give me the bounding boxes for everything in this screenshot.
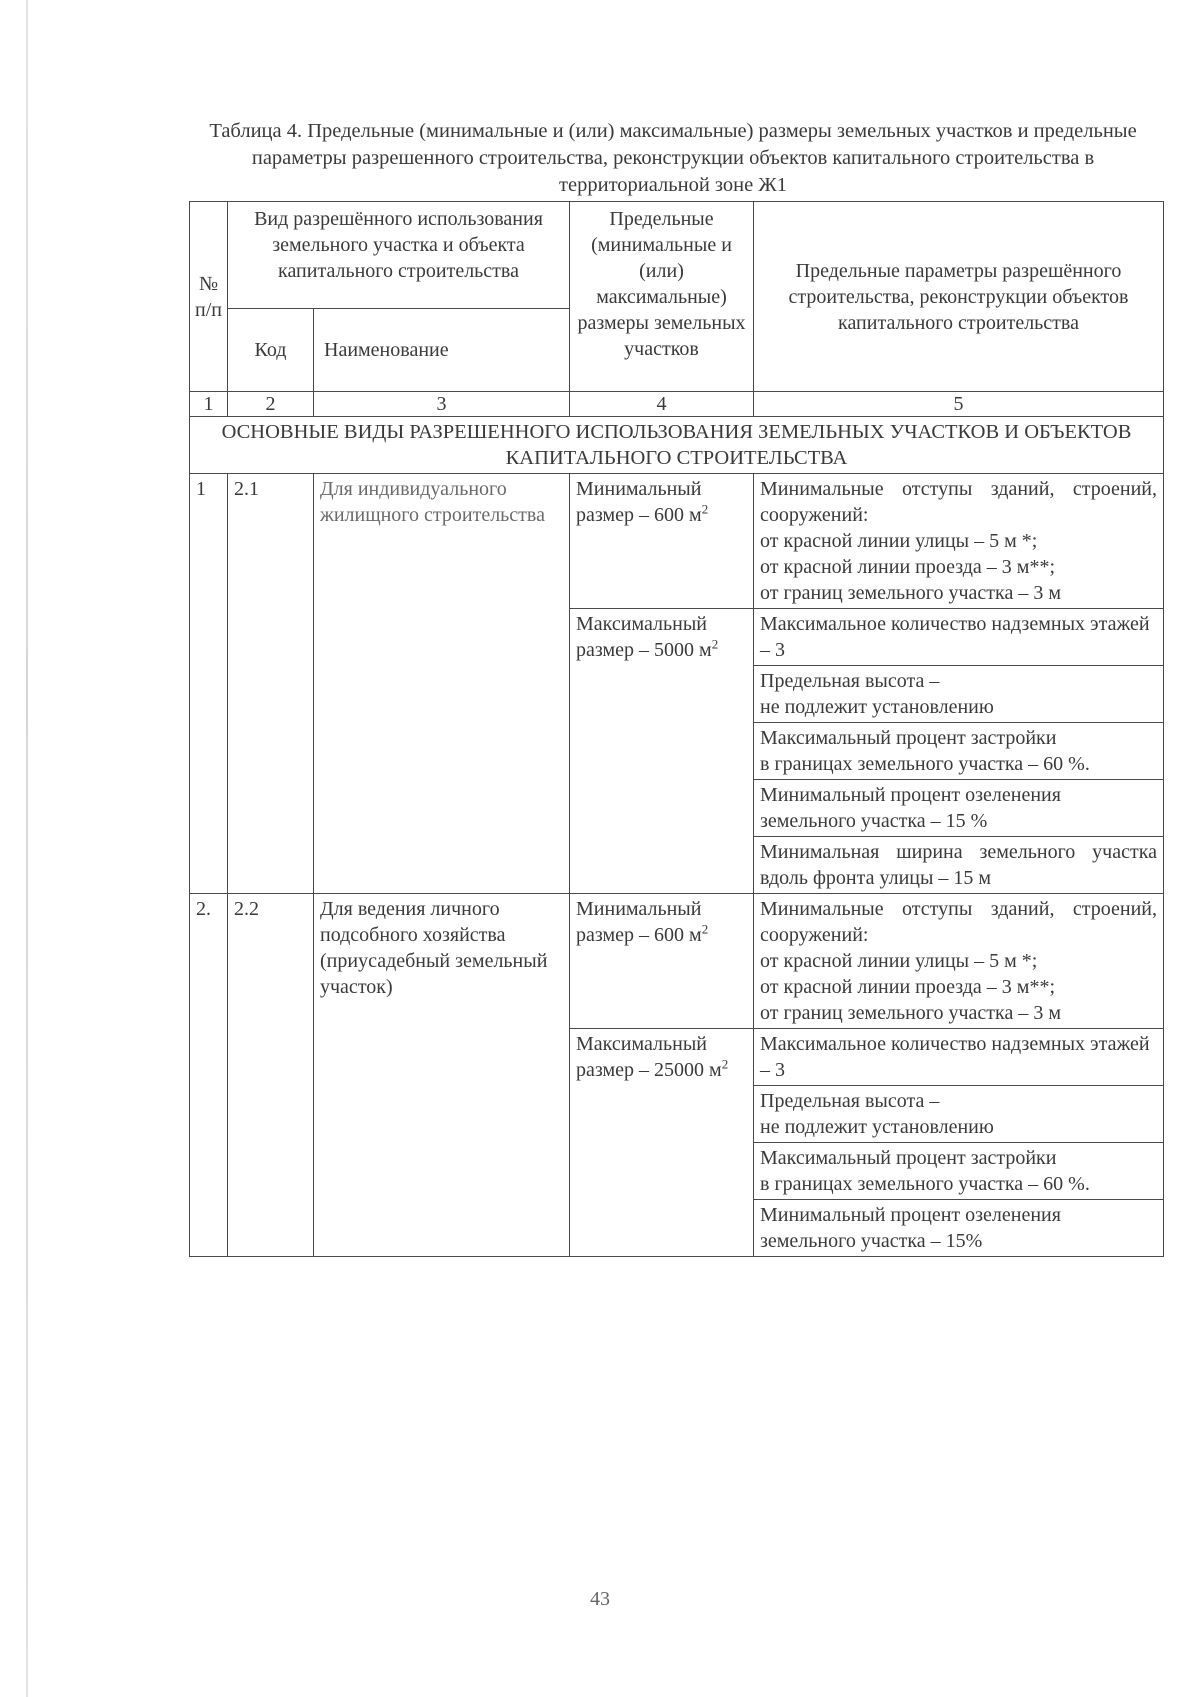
table-caption: Таблица 4. Предельные (минимальные и (или) максимальные) размеры земельных участков и предельные параметры разрешенного строительства, реконструкции объектов капитального строительства в территориальной зоне Ж1 xyxy=(209,120,1137,196)
table-header-row xyxy=(190,202,1164,309)
header-num: № п/п xyxy=(190,202,228,392)
row-param: Минимальный процент озеленения земельного участка – 15% xyxy=(754,1200,1164,1257)
header-razmery: Предельные (минимальные и (или) максимальные) размеры земельных участков xyxy=(570,202,754,392)
row-min-size: Минимальный размер – 600 $м^2$ xyxy=(570,474,754,609)
row-name: Для ведения личного подсобного хозяйства (приусадебный земельный участок) xyxy=(314,894,570,1257)
section-row xyxy=(190,417,1164,474)
column-number: 5 xyxy=(754,392,1164,417)
row-kod: 2.1 xyxy=(228,474,314,894)
table-row xyxy=(190,894,1164,1029)
zone-parameters-table xyxy=(189,201,1164,1257)
column-numbers-row xyxy=(190,392,1164,417)
table-row xyxy=(190,474,1164,609)
scan-edge xyxy=(26,0,28,1697)
row-param: Максимальное количество надземных этажей – 3 xyxy=(754,1029,1164,1086)
header-naim: Наименование xyxy=(314,309,570,392)
row-param: Максимальный процент застройки в границах земельного участка – 60 %. xyxy=(754,1143,1164,1200)
row-max-size: Максимальный размер – 5000 $м^2$ xyxy=(570,609,754,894)
column-number: 2 xyxy=(228,392,314,417)
row-param: Минимальный процент озеленения земельного участка – 15 % xyxy=(754,780,1164,837)
row-param: Предельная высота – не подлежит установлению xyxy=(754,666,1164,723)
header-kod: Код xyxy=(228,309,314,392)
column-number: 3 xyxy=(314,392,570,417)
column-number: 4 xyxy=(570,392,754,417)
row-param: Максимальное количество надземных этажей – 3 xyxy=(754,609,1164,666)
row-min-size: Минимальный размер – 600 $м^2$ xyxy=(570,894,754,1029)
column-number: 1 xyxy=(190,392,228,417)
row-num: 2. xyxy=(190,894,228,1257)
row-param: Минимальные отступы зданий, строений, сооружений: от красной линии улицы – 5 м *; от красной линии проезда – 3 м**; от границ земельного участка – 3 м xyxy=(754,894,1164,1029)
row-param: Максимальный процент застройки в границах земельного участка – 60 %. xyxy=(754,723,1164,780)
header-vid: Вид разрешённого использования земельного участка и объекта капитального строительства xyxy=(228,202,570,309)
row-kod: 2.2 xyxy=(228,894,314,1257)
section-title: ОСНОВНЫЕ ВИДЫ РАЗРЕШЕННОГО ИСПОЛЬЗОВАНИЯ ЗЕМЕЛЬНЫХ УЧАСТКОВ И ОБЪЕКТОВ КАПИТАЛЬНОГО СТРОИТЕЛЬСТВА xyxy=(190,417,1164,474)
row-max-size: Максимальный размер – 25000 $м^2$ xyxy=(570,1029,754,1257)
header-parametry: Предельные параметры разрешённого строительства, реконструкции объектов капитального строительства xyxy=(754,202,1164,392)
row-param: Предельная высота – не подлежит установлению xyxy=(754,1086,1164,1143)
row-param: Минимальные отступы зданий, строений, сооружений: от красной линии улицы – 5 м *; от красной линии проезда – 3 м**; от границ земельного участка – 3 м xyxy=(754,474,1164,609)
row-name: Для индивидуального жилищного строительства xyxy=(314,474,570,894)
row-num: 1 xyxy=(190,474,228,894)
page-number: 43 xyxy=(590,1588,610,1610)
row-param: Минимальная ширина земельного участка вдоль фронта улицы – 15 м xyxy=(754,837,1164,894)
